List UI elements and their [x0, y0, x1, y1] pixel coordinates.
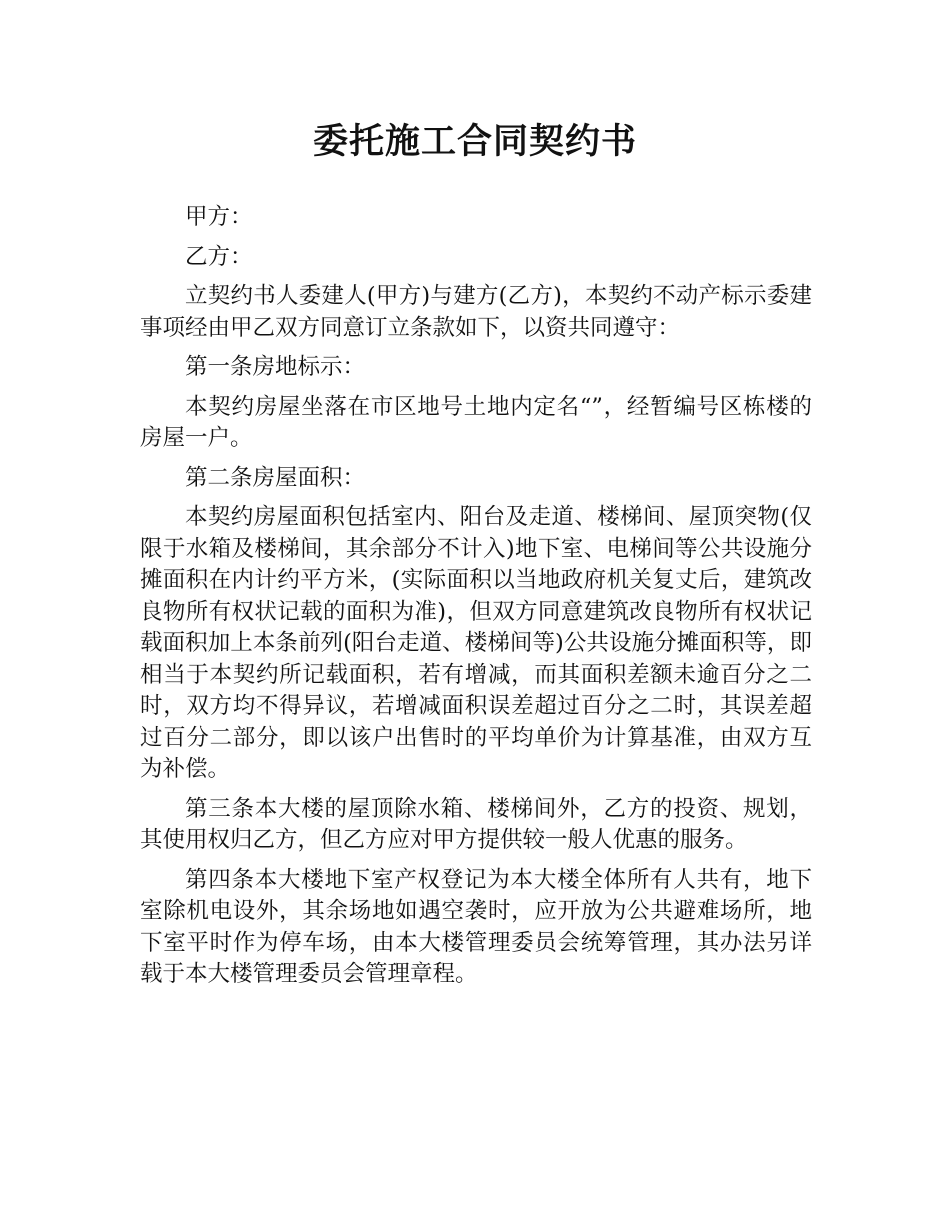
document-body — [140, 202, 812, 999]
paragraph-article-4: 第四条本大楼地下室产权登记为本大楼全体所有人共有，地下室除机电设外，其余场地如遇空袭时，应开放为公共避难场所，地下室平时作为停车场，由本大楼管理委员会统筹管理，其办法另详载于本大楼管理委员会管理章程。 — [140, 866, 812, 987]
paragraph-article-2-heading: 第二条房屋面积： — [185, 464, 366, 491]
paragraph-article-1-heading: 第一条房地标示： — [185, 354, 366, 380]
paragraph-party-b: 乙方： — [185, 243, 253, 270]
paragraph-party-a: 甲方： — [185, 204, 253, 230]
paragraph-article-3: 第三条本大楼的屋顶除水箱、楼梯间外，乙方的投资、规划，其使用权归乙方，但乙方应对甲方提供较一般人优惠的服务。 — [140, 795, 812, 853]
paragraph-article-1-body: 本契约房屋坐落在市区地号土地内定名“”，经暂编号区栋楼的房屋一户。 — [140, 393, 812, 451]
document-title: 委托施工合同契约书 — [312, 122, 637, 162]
paragraph-article-2-body: 本契约房屋面积包括室内、阳台及走道、楼梯间、屋顶突物(仅限于水箱及楼梯间，其余部分不计入)地下室、电梯间等公共设施分摊面积在内计约平方米，(实际面积以当地政府机关复丈后，建筑改良物所有权状记载的面积为准)，但双方同意建筑改良物所有权状记载面积加上本条前列(阳台走道、楼梯间等)公共设施分摊面积等，即相当于本契约所记载面积，若有增减，而其面积差额未逾百分之二时，双方均不得异议，若增减面积误差超过百分之二时，其误差超过百分二部分，即以该户出售时的平均单价为计算基准，由双方互为补偿。 — [140, 504, 812, 782]
paragraph-preamble: 立契约书人委建人(甲方)与建方(乙方)，本契约不动产标示委建事项经由甲乙双方同意订立条款如下，以资共同遵守： — [140, 283, 812, 341]
